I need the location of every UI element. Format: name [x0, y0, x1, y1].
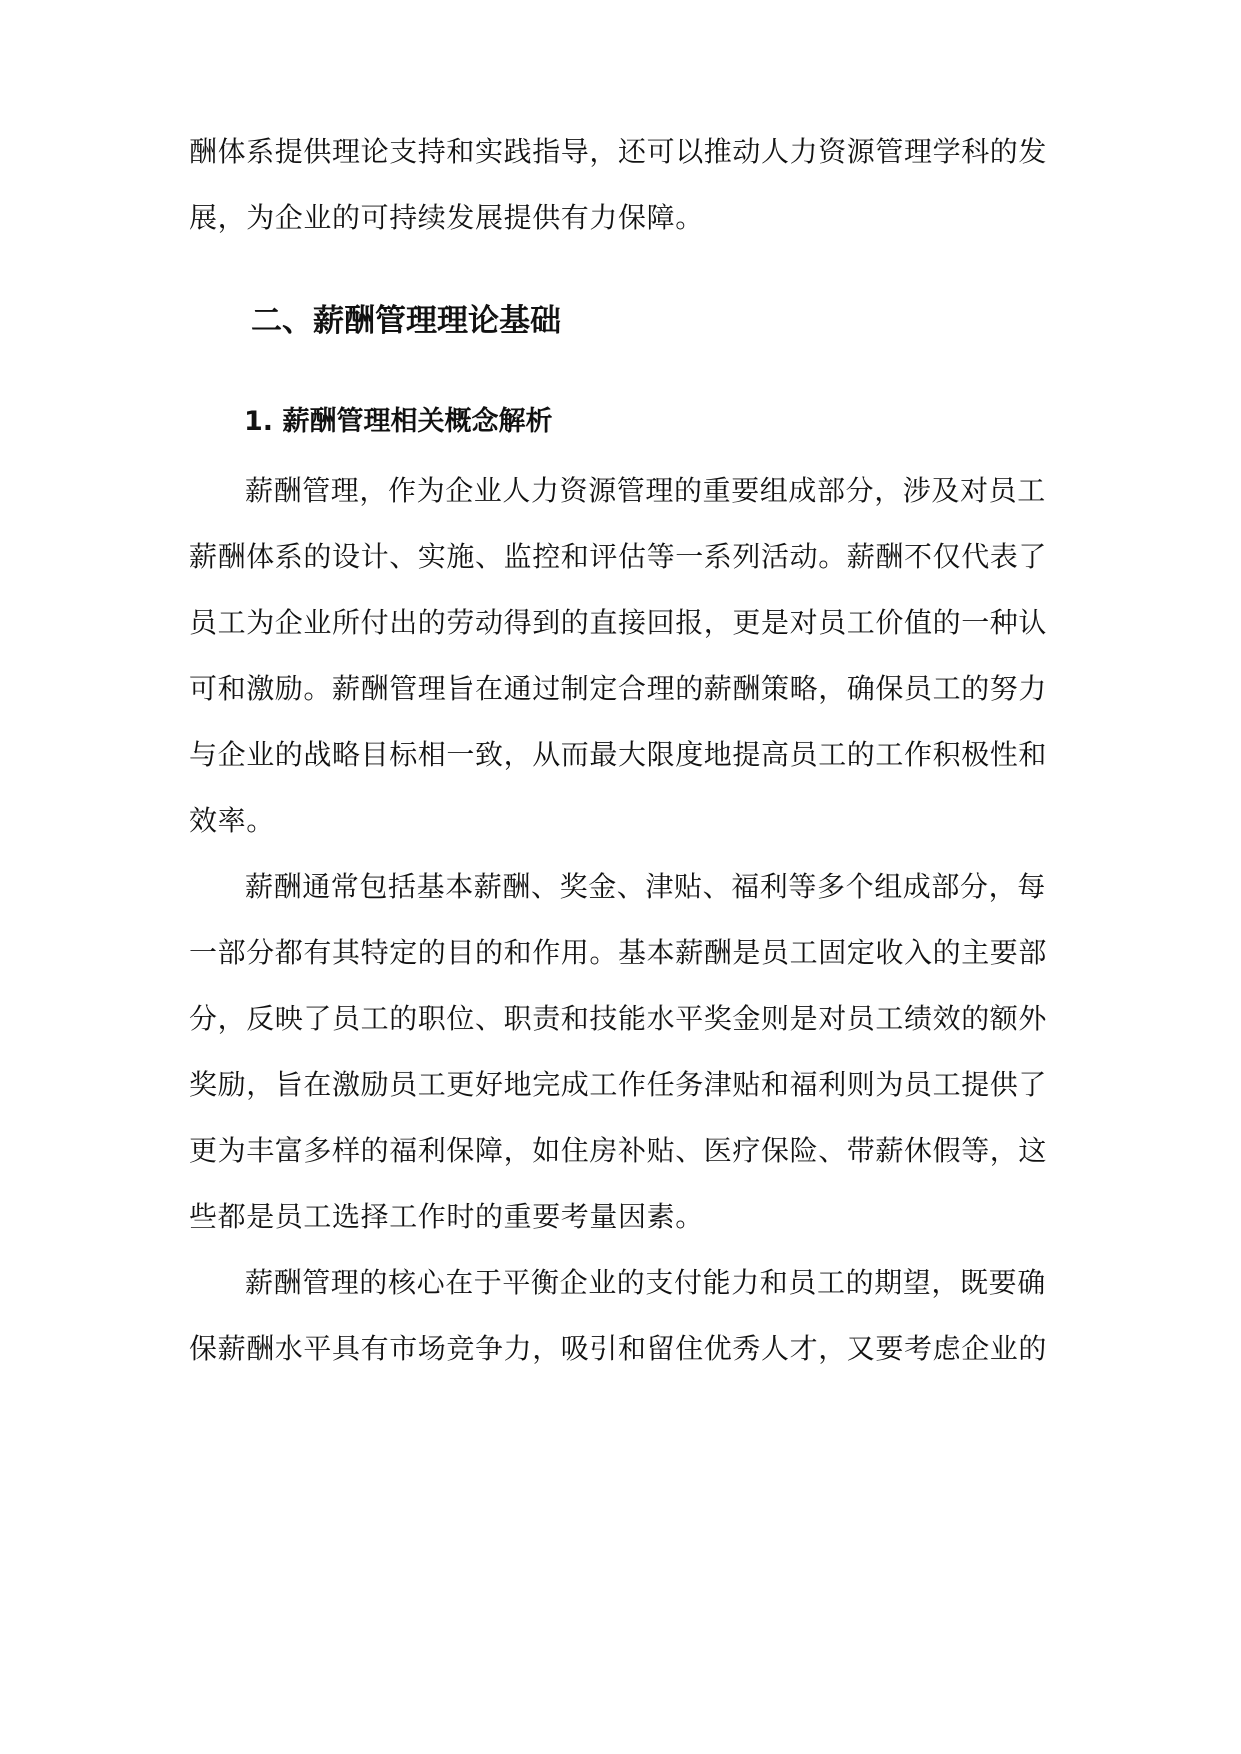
paragraph-2-line-4: 奖励，旨在激励员工更好地完成工作任务津贴和福利则为员工提供了: [189, 1068, 1048, 1101]
paragraph-1-line-1: 薪酬管理，作为企业人力资源管理的重要组成部分，涉及对员工: [245, 474, 1046, 507]
paragraph-1-line-3: 员工为企业所付出的劳动得到的直接回报，更是对员工价值的一种认: [189, 606, 1048, 639]
paragraph-1-line-2: 薪酬体系的设计、实施、监控和评估等一系列活动。薪酬不仅代表了: [189, 540, 1048, 573]
section-heading: 二、薪酬管理理论基础: [251, 303, 561, 339]
paragraph-1-line-4: 可和激励。薪酬管理旨在通过制定合理的薪酬策略，确保员工的努力: [189, 672, 1048, 705]
paragraph-2-line-3: 分，反映了员工的职位、职责和技能水平奖金则是对员工绩效的额外: [189, 1002, 1048, 1035]
paragraph-3-line-2: 保薪酬水平具有市场竞争力，吸引和留住优秀人才，又要考虑企业的: [189, 1332, 1048, 1365]
paragraph-2-line-6: 些都是员工选择工作时的重要考量因素。: [189, 1200, 704, 1233]
paragraph-3-line-1: 薪酬管理的核心在于平衡企业的支付能力和员工的期望，既要确: [245, 1266, 1046, 1299]
intro-line-1: 酬体系提供理论支持和实践指导，还可以推动人力资源管理学科的发: [189, 135, 1048, 168]
subsection-heading: 1. 薪酬管理相关概念解析: [244, 406, 553, 437]
paragraph-2-line-1: 薪酬通常包括基本薪酬、奖金、津贴、福利等多个组成部分，每: [245, 870, 1046, 903]
paragraph-1-line-5: 与企业的战略目标相一致，从而最大限度地提高员工的工作积极性和: [189, 738, 1048, 771]
paragraph-2-line-2: 一部分都有其特定的目的和作用。基本薪酬是员工固定收入的主要部: [189, 936, 1048, 969]
paragraph-2-line-5: 更为丰富多样的福利保障，如住房补贴、医疗保险、带薪休假等，这: [189, 1134, 1048, 1167]
paragraph-1-line-6: 效率。: [189, 804, 275, 837]
intro-line-2: 展，为企业的可持续发展提供有力保障。: [189, 201, 704, 234]
